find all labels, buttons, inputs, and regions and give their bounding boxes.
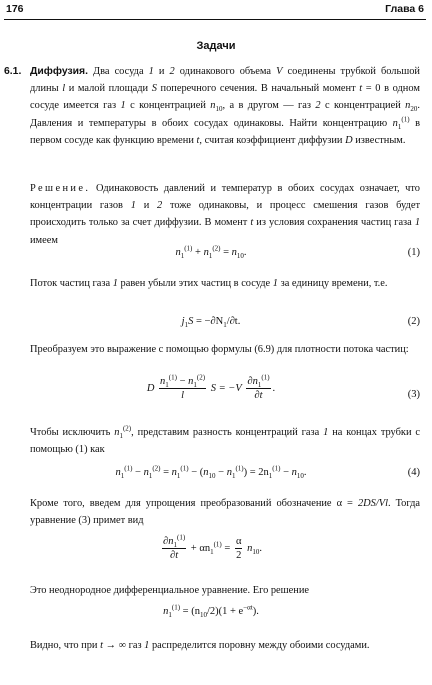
- chapter-title: Глава 6: [385, 3, 424, 15]
- solution-label: Решение.: [30, 183, 91, 194]
- solution-paragraph-6: Это неоднородное дифференциальное уравнение. Его решение: [30, 585, 310, 596]
- page-header: [6, 3, 424, 19]
- problem-number: 6.1.: [4, 66, 22, 77]
- equation-3: D $\frac{n_1^{(1)} - n_1^{(2)}}{l}$ S = −V $\frac{\partial n_1^{(1)}}{\partial t}$ . (3): [146, 373, 420, 401]
- solution-paragraph-5: Кроме того, введем для упрощения преобразований обозначение α = 2DS/Vl. Тогда уравнение (3) примет вид: [30, 498, 420, 527]
- solution-paragraph-1: Решение. Одинаковость давлений и температур в обоих сосудах означает, что концентрации газов 1 и 2 тоже одинаковы, и процесс смешения газов будет происходить только за счет диффузии. В момент t из условия сохранения частиц газа 1 имеем: [30, 183, 421, 246]
- solution-paragraph-7: Видно, что при t → ∞ газ 1 распределится поровну между обоими сосудами.: [30, 640, 370, 651]
- equation-3-number: (3): [407, 389, 420, 400]
- equation-1-number: (1): [407, 247, 420, 258]
- solution-paragraph-2: Поток частиц газа 1 равен убыли этих частиц в сосуде 1 за единицу времени, т.е.: [30, 278, 388, 289]
- equation-2-number: (2): [407, 316, 420, 327]
- problem-title: Диффузия.: [30, 66, 88, 77]
- equation-5: $\frac{\partial n_1^{(1)}}{\partial t}$ + $\alpha n_1^{(1)}$ = $\frac{\alpha}{2}$ $n_{10}$.: [163, 533, 262, 561]
- solution-paragraph-3: Преобразуем это выражение с помощью формулы (6.9) для плотности потока частиц:: [30, 344, 409, 355]
- solution-paragraph-4: Чтобы исключить $n_1^{(2)}$, представим разность концентраций газа 1 на концах трубки с помощью (1) как: [30, 424, 420, 456]
- section-title: Задачи: [196, 40, 236, 52]
- equation-4-number: (4): [407, 467, 420, 478]
- problem-statement: Диффузия. Два сосуда 1 и 2 одинакового объема V соединены трубкой большой длины l и малой площади S поперечного сечения. В начальный момент t = 0 в одном сосуде имеется газ 1 с концентрацией $n_{10}$, а в другом — газ 2 с концентрацией $n_{20}$. Давления и температуры в обоих сосудах одинаковы. Найти концентрацию $n_1^{(1)}$ в первом сосуде как функцию времени t, считая коэффициент диффузии D известным.: [30, 66, 421, 146]
- header-rule: [4, 19, 426, 20]
- page-number: 176: [6, 3, 24, 15]
- book-page: 176 Глава 6 Задачи 6.1. Диффузия. Два сосуда 1 и 2 одинакового объема V соединены трубкой большой длины l и малой площади S поперечного сечения. В начальный момент t = 0 в одном сосуде имеется газ 1 с концентрацией $n_{10}$, а в другом — газ 2 с концентрацией $n_{20}$. Давления и температуры в обоих сосудах одинаковы. Найти концентрацию $n_1^{(1)}$ в первом сосуде как функцию времени t, считая коэффициент диффузии D известным. Решение. Одинаковость давлений и температур в обоих сосудах означает, что концентрации газов 1 и 2 тоже одинаковы, и процесс смешения газов будет происходить только за счет диффузии. В момент t из условия сохранения частиц газа 1 имеем $n_1^{(1)} + n_1^{(2)} = n_{10}$. (1) Поток частиц газа 1 равен убыли этих частиц в сосуде 1 за единицу времени, т.е. $j_1S = -\partial N_1/\partial t$. (2) Преобразуем это выражение с помощью формулы (6.9) для плотности потока частиц: D $\frac{n_1^{(1)} - n_1^{(2)}}{l}$ S = −V $\frac{\partial n_1^{(1)}}{\partial t}$ . (3) Чтобы исключить $n_1^{(2)}$, представим разность концентраций газа 1 на концах трубки с помощью (1) как $n_1^{(1)} - n_1^{(2)} = n_1^{(1)} - (n_{10} - n_1^{(1)}) = 2n_1^{(1)} - n_{10}$. (4) Кроме того, введем для упрощения преобразований обозначение α = 2DS/Vl. Тогда уравнение (3) примет вид $\frac{\partial n_1^{(1)}}{\partial t}$ + $\alpha n_1^{(1)}$ = $\frac{\alpha}{2}$ $n_{10}$. Это неоднородное дифференциальное уравнение. Его решение $n_1^{(1)} = (n_{10}/2)(1 + e^{-\alpha t})$. Видно, что при t → ∞ газ 1 распределится поровну между обоими сосудами.: [0, 0, 432, 685]
